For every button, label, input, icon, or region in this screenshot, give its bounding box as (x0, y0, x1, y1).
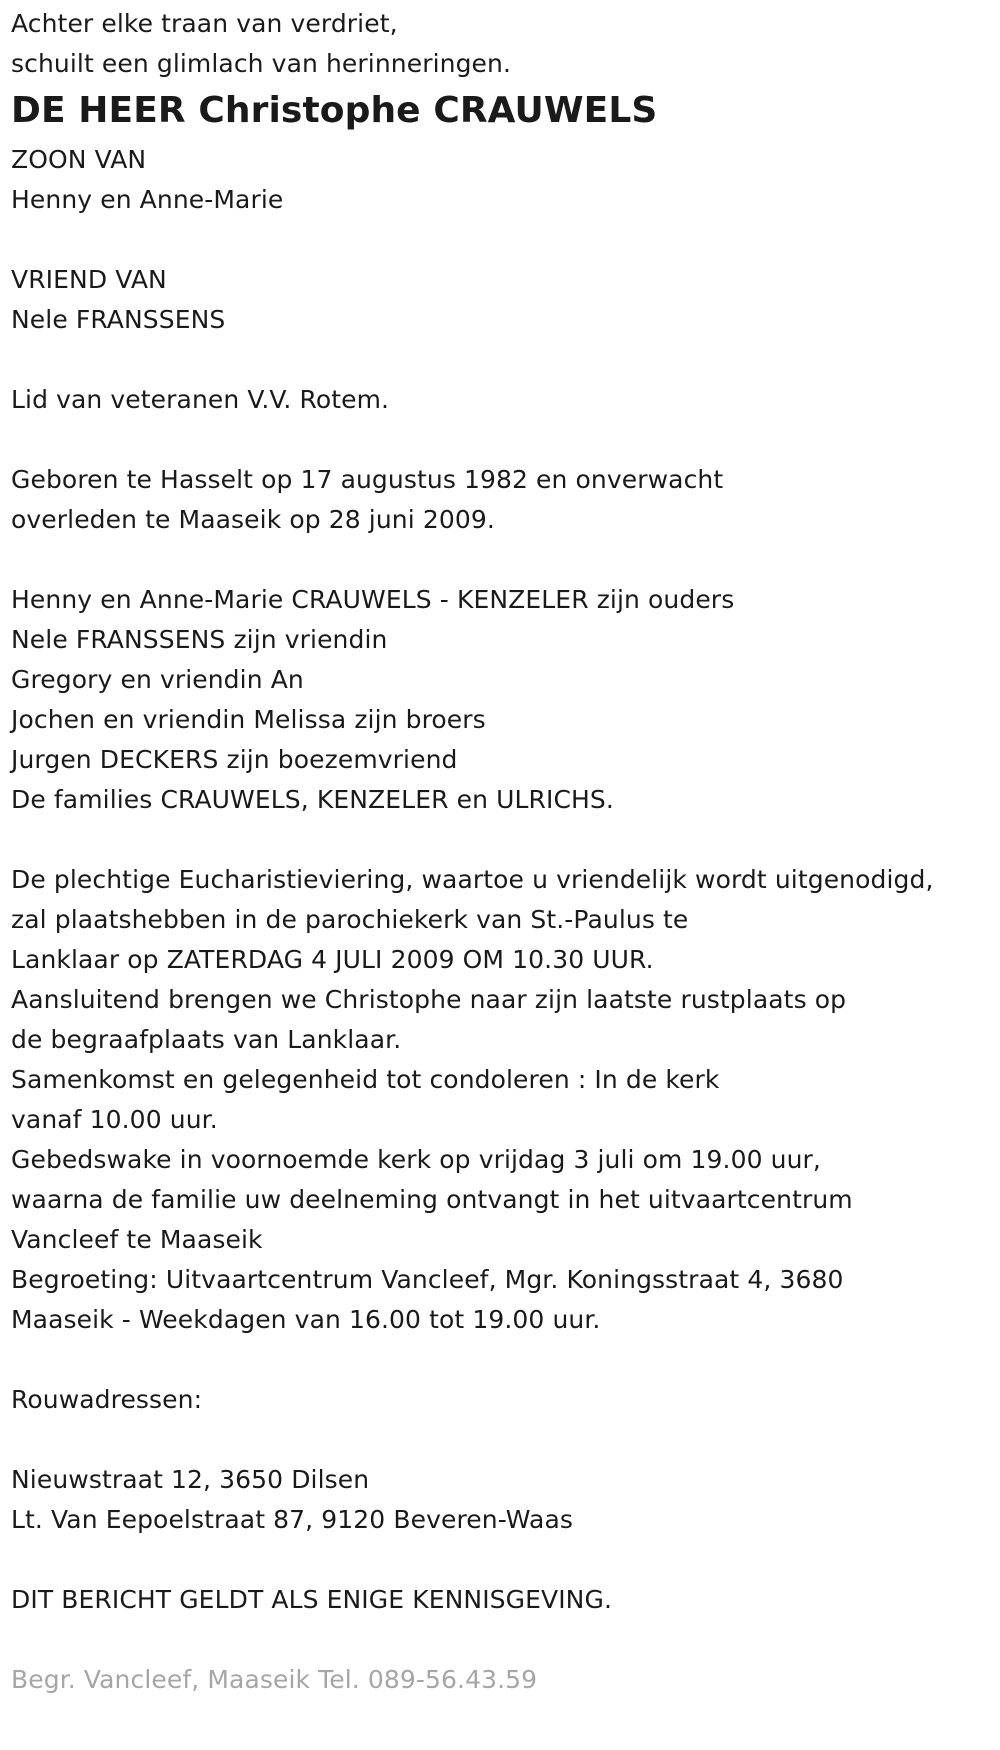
quote-line: Achter elke traan van verdriet, (11, 9, 398, 38)
obituary-document (11, 4, 996, 1700)
son-of-label: ZOON VAN (11, 145, 147, 174)
notice-line: DIT BERICHT GELDT ALS ENIGE KENNISGEVING. (11, 1585, 612, 1614)
ceremony-line: Lanklaar op ZATERDAG 4 JULI 2009 OM 10.30 UUR. (11, 945, 654, 974)
friend-of-label: VRIEND VAN (11, 265, 167, 294)
son-of-names: Henny en Anne-Marie (11, 185, 284, 214)
family-line: Gregory en vriendin An (11, 665, 304, 694)
ceremony-details (11, 860, 996, 1340)
ceremony-line: waarna de familie uw deelneming ontvangt in het uitvaartcentrum (11, 1185, 853, 1214)
ceremony-line: De plechtige Eucharistieviering, waartoe u vriendelijk wordt uitgenodigd, (11, 865, 934, 894)
ceremony-line: Begroeting: Uitvaartcentrum Vancleef, Mgr. Koningsstraat 4, 3680 (11, 1265, 844, 1294)
family-line: Jurgen DECKERS zijn boezemvriend (11, 745, 458, 774)
death-line: overleden te Maaseik op 28 juni 2009. (11, 505, 495, 534)
spacer (11, 1340, 996, 1380)
addresses-label: Rouwadressen: (11, 1385, 203, 1414)
family-line: Henny en Anne-Marie CRAUWELS - KENZELER zijn ouders (11, 585, 735, 614)
ceremony-line: Gebedswake in voornoemde kerk op vrijdag 3 juli om 19.00 uur, (11, 1145, 821, 1174)
birth-line: Geboren te Hasselt op 17 augustus 1982 en onverwacht (11, 465, 724, 494)
ceremony-line: zal plaatshebben in de parochiekerk van St.-Paulus te (11, 905, 689, 934)
friend-of-names: Nele FRANSSENS (11, 305, 226, 334)
family-line: De families CRAUWELS, KENZELER en ULRICHS. (11, 785, 614, 814)
spacer (11, 1620, 996, 1660)
ceremony-line: Aansluitend brengen we Christophe naar zijn laatste rustplaats op (11, 985, 847, 1014)
family-line: Jochen en vriendin Melissa zijn broers (11, 705, 486, 734)
funeral-home-footer: Begr. Vancleef, Maaseik Tel. 089-56.43.59 (11, 1665, 538, 1694)
ceremony-line: Maaseik - Weekdagen van 16.00 tot 19.00 uur. (11, 1305, 601, 1334)
spacer (11, 1420, 996, 1460)
spacer (11, 540, 996, 580)
spacer (11, 220, 996, 260)
family-list (11, 580, 996, 820)
spacer (11, 340, 996, 380)
membership-line: Lid van veteranen V.V. Rotem. (11, 385, 390, 414)
spacer (11, 420, 996, 460)
spacer (11, 1540, 996, 1580)
deceased-title: DE HEER Christophe CRAUWELS (11, 90, 658, 131)
family-line: Nele FRANSSENS zijn vriendin (11, 625, 388, 654)
ceremony-line: Samenkomst en gelegenheid tot condoleren : In de kerk (11, 1065, 720, 1094)
ceremony-line: de begraafplaats van Lanklaar. (11, 1025, 402, 1054)
address-line: Lt. Van Eepoelstraat 87, 9120 Beveren-Waas (11, 1505, 573, 1534)
ceremony-line: Vancleef te Maaseik (11, 1225, 263, 1254)
quote-line: schuilt een glimlach van herinneringen. (11, 49, 512, 78)
spacer (11, 820, 996, 860)
address-line: Nieuwstraat 12, 3650 Dilsen (11, 1465, 370, 1494)
ceremony-line: vanaf 10.00 uur. (11, 1105, 218, 1134)
